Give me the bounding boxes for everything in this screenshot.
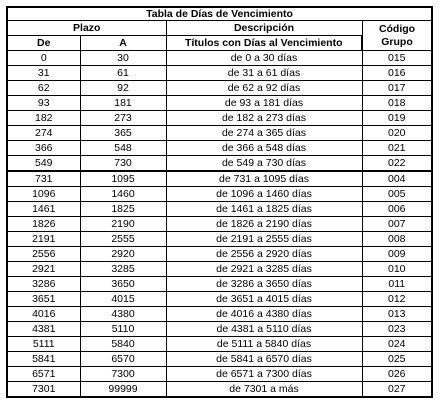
cell-codigo: 021 <box>362 141 432 156</box>
cell-de: 7301 <box>7 382 80 398</box>
cell-a: 2190 <box>80 217 166 232</box>
cell-de: 182 <box>7 111 80 126</box>
table-row <box>7 247 432 262</box>
cell-codigo: 026 <box>362 367 432 382</box>
cell-descripcion: de 1461 a 1825 días <box>166 202 362 217</box>
descripcion-header: Descripción <box>166 21 362 36</box>
cell-codigo: 017 <box>362 81 432 96</box>
cell-a: 4015 <box>80 292 166 307</box>
cell-descripcion: de 366 a 548 días <box>166 141 362 156</box>
cell-a: 3285 <box>80 262 166 277</box>
cell-descripcion: de 93 a 181 días <box>166 96 362 111</box>
cell-de: 1826 <box>7 217 80 232</box>
cell-a: 181 <box>80 96 166 111</box>
cell-de: 62 <box>7 81 80 96</box>
table-row <box>7 367 432 382</box>
cell-a: 4380 <box>80 307 166 322</box>
cell-descripcion: de 274 a 365 días <box>166 126 362 141</box>
table-row <box>7 277 432 292</box>
table-title: Tabla de Días de Vencimiento <box>7 7 432 21</box>
titulos-header: Títulos con Días al Vencimiento <box>166 36 362 51</box>
cell-a: 365 <box>80 126 166 141</box>
table-row <box>7 382 432 398</box>
cell-de: 549 <box>7 156 80 172</box>
cell-codigo: 006 <box>362 202 432 217</box>
table-row <box>7 232 432 247</box>
table-row <box>7 81 432 96</box>
cell-descripcion: de 62 a 92 días <box>166 81 362 96</box>
cell-codigo: 009 <box>362 247 432 262</box>
cell-descripcion: de 4016 a 4380 días <box>166 307 362 322</box>
cell-codigo: 023 <box>362 322 432 337</box>
cell-codigo: 012 <box>362 292 432 307</box>
cell-de: 3651 <box>7 292 80 307</box>
table-row <box>7 126 432 141</box>
table-row <box>7 141 432 156</box>
cell-a: 6570 <box>80 352 166 367</box>
table-row <box>7 217 432 232</box>
cell-descripcion: de 5111 a 5840 días <box>166 337 362 352</box>
cell-descripcion: de 0 a 30 días <box>166 51 362 66</box>
codigo-header-line2: Grupo <box>381 35 413 48</box>
table-row <box>7 307 432 322</box>
cell-descripcion: de 3651 a 4015 días <box>166 292 362 307</box>
table-row <box>7 202 432 217</box>
table-row <box>7 337 432 352</box>
cell-a: 273 <box>80 111 166 126</box>
cell-codigo: 004 <box>362 171 432 187</box>
cell-descripcion: de 2556 a 2920 días <box>166 247 362 262</box>
codigo-grupo-header <box>362 21 432 51</box>
cell-a: 92 <box>80 81 166 96</box>
cell-a: 1460 <box>80 187 166 202</box>
cell-a: 2920 <box>80 247 166 262</box>
cell-descripcion: de 5841 a 6570 días <box>166 352 362 367</box>
cell-a: 7300 <box>80 367 166 382</box>
table-row <box>7 111 432 126</box>
cell-de: 1096 <box>7 187 80 202</box>
cell-de: 731 <box>7 171 80 187</box>
table-row <box>7 352 432 367</box>
cell-de: 93 <box>7 96 80 111</box>
cell-de: 274 <box>7 126 80 141</box>
table-row <box>7 187 432 202</box>
table-row <box>7 292 432 307</box>
cell-descripcion: de 2191 a 2555 días <box>166 232 362 247</box>
cell-codigo: 027 <box>362 382 432 398</box>
cell-de: 3286 <box>7 277 80 292</box>
cell-de: 31 <box>7 66 80 81</box>
cell-descripcion: de 1096 a 1460 días <box>166 187 362 202</box>
cell-a: 3650 <box>80 277 166 292</box>
cell-de: 2921 <box>7 262 80 277</box>
cell-de: 1461 <box>7 202 80 217</box>
cell-codigo: 025 <box>362 352 432 367</box>
cell-descripcion: de 2921 a 3285 días <box>166 262 362 277</box>
table-row <box>7 66 432 81</box>
cell-a: 1095 <box>80 171 166 187</box>
table-row <box>7 156 432 172</box>
cell-a: 548 <box>80 141 166 156</box>
table-row <box>7 51 432 66</box>
cell-codigo: 015 <box>362 51 432 66</box>
cell-de: 5111 <box>7 337 80 352</box>
cell-descripcion: de 549 a 730 días <box>166 156 362 172</box>
cell-a: 2555 <box>80 232 166 247</box>
cell-descripcion: de 1826 a 2190 días <box>166 217 362 232</box>
table-row <box>7 96 432 111</box>
cell-de: 0 <box>7 51 80 66</box>
cell-descripcion: de 182 a 273 días <box>166 111 362 126</box>
cell-a: 30 <box>80 51 166 66</box>
cell-a: 1825 <box>80 202 166 217</box>
cell-codigo: 016 <box>362 66 432 81</box>
cell-de: 4381 <box>7 322 80 337</box>
cell-codigo: 022 <box>362 156 432 172</box>
cell-codigo: 008 <box>362 232 432 247</box>
cell-a: 61 <box>80 66 166 81</box>
cell-codigo: 019 <box>362 111 432 126</box>
cell-codigo: 018 <box>362 96 432 111</box>
table-body <box>7 51 432 398</box>
cell-codigo: 010 <box>362 262 432 277</box>
table-row <box>7 262 432 277</box>
cell-codigo: 020 <box>362 126 432 141</box>
cell-de: 4016 <box>7 307 80 322</box>
cell-codigo: 007 <box>362 217 432 232</box>
cell-descripcion: de 31 a 61 días <box>166 66 362 81</box>
a-header: A <box>80 36 166 51</box>
cell-descripcion: de 7301 a más <box>166 382 362 398</box>
cell-descripcion: de 3286 a 3650 días <box>166 277 362 292</box>
cell-descripcion: de 4381 a 5110 días <box>166 322 362 337</box>
cell-descripcion: de 731 a 1095 días <box>166 171 362 187</box>
codigo-header-line1: Código <box>378 22 416 35</box>
cell-a: 5840 <box>80 337 166 352</box>
de-header: De <box>7 36 80 51</box>
cell-de: 6571 <box>7 367 80 382</box>
cell-descripcion: de 6571 a 7300 días <box>166 367 362 382</box>
cell-de: 5841 <box>7 352 80 367</box>
table-row <box>7 171 432 187</box>
cell-de: 366 <box>7 141 80 156</box>
vencimiento-table <box>6 6 433 398</box>
plazo-header: Plazo <box>7 21 166 36</box>
cell-codigo: 005 <box>362 187 432 202</box>
cell-codigo: 013 <box>362 307 432 322</box>
cell-codigo: 024 <box>362 337 432 352</box>
cell-a: 730 <box>80 156 166 172</box>
table-row <box>7 322 432 337</box>
cell-codigo: 011 <box>362 277 432 292</box>
cell-a: 5110 <box>80 322 166 337</box>
cell-a: 99999 <box>80 382 166 398</box>
cell-de: 2556 <box>7 247 80 262</box>
cell-de: 2191 <box>7 232 80 247</box>
